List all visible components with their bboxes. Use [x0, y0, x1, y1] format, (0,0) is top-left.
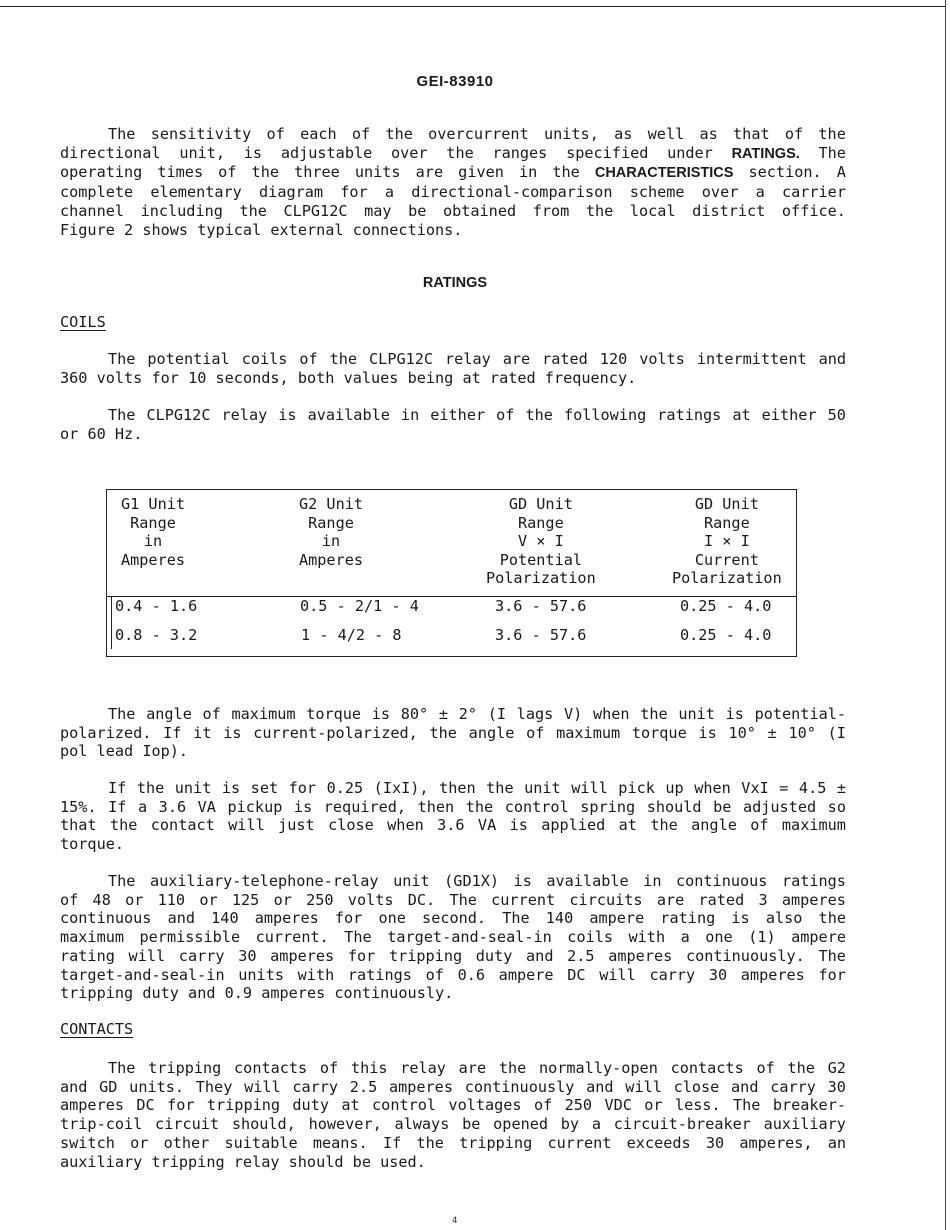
- text-line: complete elementary diagram for a directional-comparison scheme over a carrier: [60, 183, 846, 202]
- right-edge-rule: [945, 0, 946, 1230]
- text-line: Figure 2 shows typical external connections.: [60, 220, 463, 239]
- table-cell: 1 - 4/2 - 8: [301, 626, 402, 644]
- coils-paragraph-2: [60, 406, 846, 443]
- text-line: operating times of the three units are given in the CHARACTERISTICS section. A: [60, 163, 846, 182]
- contacts-paragraph: [60, 1059, 846, 1171]
- text-line: target-and-seal-in units with ratings of 0.6 ampere DC will carry 30 amperes for: [60, 965, 846, 984]
- table-cell: 0.4 - 1.6: [115, 597, 198, 615]
- text-line: 15%. If a 3.6 VA pickup is required, then the control spring should be adjusted so: [60, 797, 846, 816]
- table-cell: 0.5 - 2/1 - 4: [300, 597, 419, 615]
- text-line: switch or other suitable means. If the tripping current exceeds 30 amperes, an: [60, 1133, 847, 1152]
- text-line: of 48 or 110 or 125 or 250 volts DC. The current circuits are rated 3 amperes: [60, 890, 846, 909]
- text-line: If the unit is set for 0.25 (IxI), then the unit will pick up when VxI = 4.5 ±: [108, 779, 847, 797]
- top-rule: [0, 6, 946, 7]
- text-line: The auxiliary-telephone-relay unit (GD1X) is available in continuous ratings: [108, 872, 846, 890]
- text-line: polarized. If it is current-polarized, the angle of maximum torque is 10° ± 10° (I: [60, 723, 846, 742]
- page-number: 4: [452, 1216, 458, 1226]
- text-line: that the contact will just close when 3.6 VA is applied at the angle of maximum: [60, 816, 846, 835]
- table-row-bracket: [111, 597, 112, 649]
- table-header-gd-current: GD Unit Range I × I Current Polarization: [672, 495, 782, 587]
- text-line: trip-coil circuit should, however, always be opened by a circuit-breaker auxiliary: [60, 1115, 846, 1134]
- table-cell: 3.6 - 57.6: [495, 626, 587, 644]
- text-line: pol lead Iop).: [60, 742, 189, 761]
- contacts-heading: CONTACTS: [60, 1020, 134, 1038]
- coils-heading: COILS: [60, 313, 106, 331]
- text-line: directional unit, is adjustable over the ranges specified under RATINGS. The: [60, 143, 846, 162]
- torque-paragraph-1: [60, 705, 846, 761]
- table-header-g1: G1 Unit Range in Amperes: [121, 495, 186, 569]
- torque-paragraph-2: [60, 779, 846, 854]
- text-line: tripping duty and 0.9 amperes continuously.: [60, 984, 454, 1003]
- text-line: auxiliary tripping relay should be used.: [60, 1152, 426, 1171]
- ratings-heading: RATINGS: [422, 275, 488, 291]
- document-number: GEI-83910: [416, 73, 494, 90]
- text-line: torque.: [60, 835, 125, 854]
- text-line: The angle of maximum torque is 80° ± 2° (I lags V) when the unit is potential-: [108, 705, 847, 723]
- text-line: The tripping contacts of this relay are the normally-open contacts of the G2: [108, 1059, 846, 1077]
- text-line: continuous and 140 amperes for one second. The 140 ampere rating is also the: [60, 909, 846, 928]
- text-line: 360 volts for 10 seconds, both values being at rated frequency.: [60, 368, 637, 387]
- text-line: The potential coils of the CLPG12C relay are rated 120 volts intermittent and: [108, 350, 847, 368]
- intro-paragraph: [60, 125, 846, 239]
- table-cell: 3.6 - 57.6: [495, 597, 587, 615]
- table-header-gd-potential: GD Unit Range V × I Potential Polarization: [486, 495, 596, 587]
- table-cell: 0.25 - 4.0: [680, 597, 772, 615]
- text-line: maximum permissible current. The target-and-seal-in coils with a one (1) ampere: [60, 928, 846, 947]
- text-line: rating will carry 30 amperes for tripping duty and 2.5 amperes continuously. The: [60, 946, 846, 965]
- coils-paragraph-1: [60, 350, 846, 387]
- gd1x-paragraph: [60, 872, 846, 1003]
- text-line: channel including the CLPG12C may be obtained from the local district office.: [60, 201, 846, 220]
- text-line: The sensitivity of each of the overcurrent units, as well as that of the: [108, 125, 846, 143]
- text-line: or 60 Hz.: [60, 424, 143, 443]
- ratings-table: [106, 489, 797, 657]
- text-line: The CLPG12C relay is available in either of the following ratings at either 50: [108, 406, 846, 424]
- text-line: amperes DC for tripping duty at control voltages of 250 VDC or less. The breaker-: [60, 1096, 846, 1115]
- table-cell: 0.25 - 4.0: [680, 626, 772, 644]
- table-cell: 0.8 - 3.2: [115, 626, 198, 644]
- text-line: and GD units. They will carry 2.5 amperes continuously and will close and carry 30: [60, 1077, 846, 1096]
- table-header-g2: G2 Unit Range in Amperes: [299, 495, 364, 569]
